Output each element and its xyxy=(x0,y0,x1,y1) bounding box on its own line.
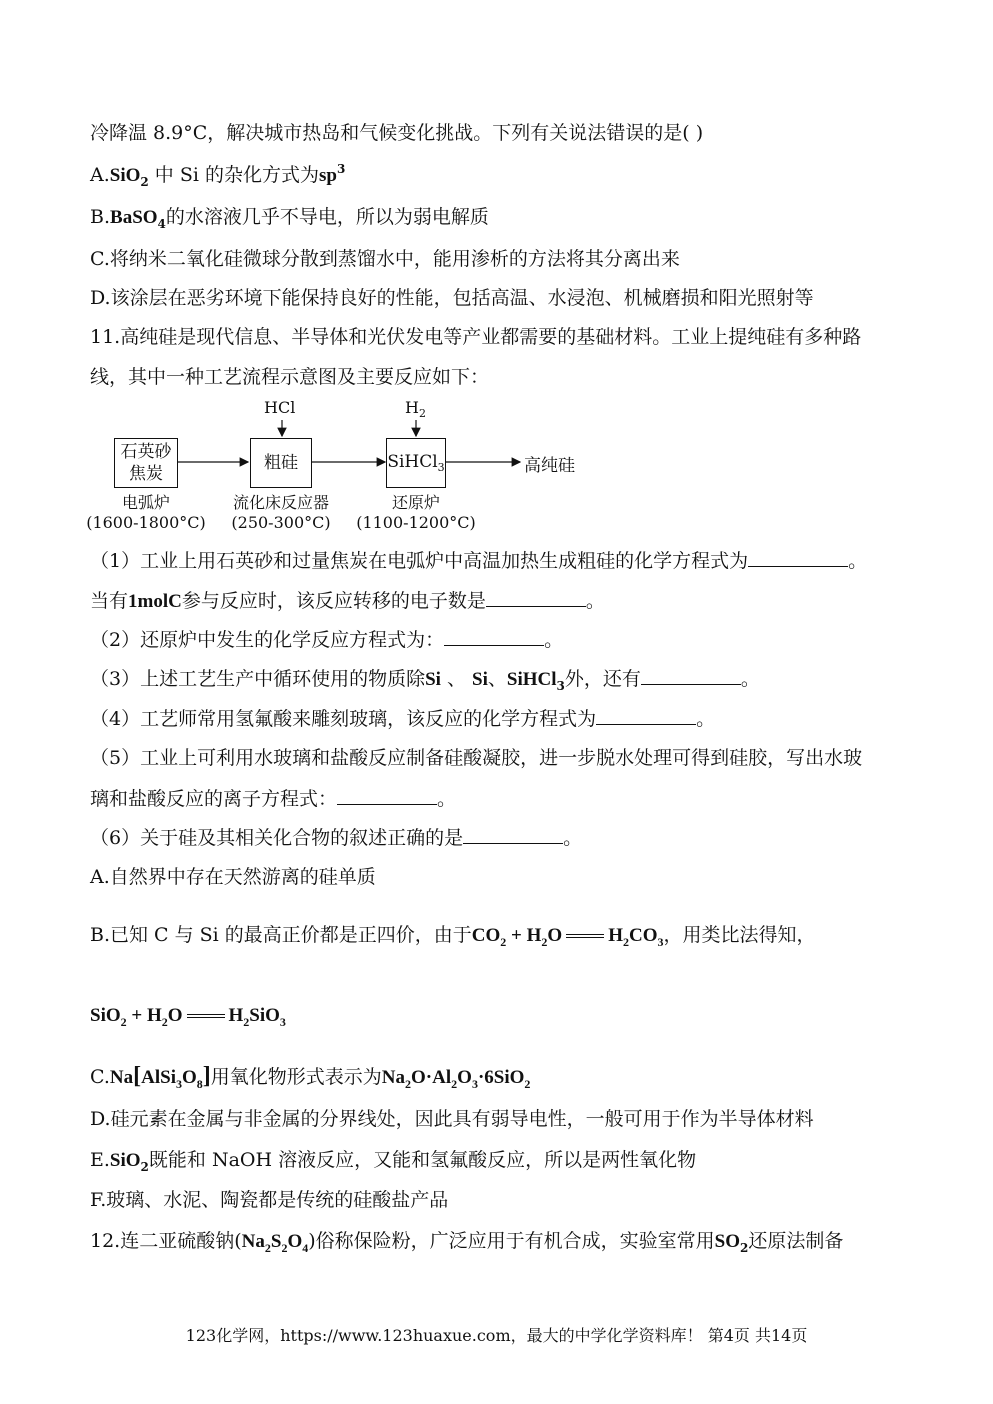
formula: sp xyxy=(318,165,337,186)
text-line: 冷降温 8.9°C，解决城市热岛和气候变化挑战。下列有关说法错误的是( ) xyxy=(90,122,704,144)
page-footer: 123化学网，https://www.123huaxue.com，最大的中学化学资料库！ 第4页 共14页 xyxy=(185,1326,808,1345)
box-text: SiHCl xyxy=(387,452,438,472)
q6-option-b: B.已知 C 与 Si 的最高正价都是正四价，由于$CO_2 + H_2O$ $H_2CO_3$，用类比法得知， xyxy=(90,924,816,949)
q1-line2: 当有1molC参与反应时，该反应转移的电子数是 。 xyxy=(90,590,605,612)
text: 的水溶液几乎不导电，所以为弱电解质 xyxy=(165,206,489,228)
input-hcl: HCl xyxy=(264,398,296,417)
q5-line2: 璃和盐酸反应的离子方程式： 。 xyxy=(90,788,457,810)
answer-blank[interactable] xyxy=(486,588,586,607)
q6-option-b-equation: $SiO_2 + H_2O$ $H_2SiO_3$ xyxy=(90,1005,286,1029)
answer-blank[interactable] xyxy=(444,627,544,646)
answer-blank[interactable] xyxy=(337,786,437,805)
formula: BaSO xyxy=(110,207,158,228)
question-11-line1: 11.高纯硅是现代信息、半导体和光伏发电等产业都需要的基础材料。工业上提纯硅有多种路 xyxy=(90,326,862,348)
answer-blank[interactable] xyxy=(748,548,848,567)
answer-blank[interactable] xyxy=(596,706,696,725)
q6: （6）关于硅及其相关化合物的叙述正确的是 。 xyxy=(90,827,583,849)
q5-line1: （5）工业上可利用水玻璃和盐酸反应制备硅酸凝胶，进一步脱水处理可得到硅胶，写出水玻 xyxy=(90,747,863,769)
q3: （3）上述工艺生产中循环使用的物质除Si 、 Si、SiHCl$_3$外，还有 。 xyxy=(90,668,760,693)
question-12: 12.连二亚硫酸钠$(Na_2S_2O_4)$俗称保险粉，广泛应用于有机合成，实验室常用$SO_2$还原法制备 xyxy=(90,1230,844,1255)
answer-blank[interactable] xyxy=(463,825,563,844)
q6-option-d: D.硅元素在金属与非金属的分界线处，因此具有弱导电性，一般可用于作为半导体材料 xyxy=(90,1108,814,1130)
q6-option-e: E.SiO$_2$既能和 NaOH 溶液反应，又能和氢氟酸反应，所以是两性氧化物 xyxy=(90,1149,697,1174)
furnace-label-3: 还原炉 (1100-1200°C) xyxy=(356,493,476,532)
box-sihcl3 xyxy=(386,438,446,488)
box-line: 石英砂 xyxy=(120,442,172,462)
input-h2: $H_2$ xyxy=(405,398,426,420)
q4: （4）工艺师常用氢氟酸来雕刻玻璃，该反应的化学方程式为 。 xyxy=(90,708,716,730)
label: B. xyxy=(90,206,111,228)
q2: （2）还原炉中发生的化学反应方程式为： 。 xyxy=(90,629,564,651)
label: A. xyxy=(90,164,110,186)
box-crude-silicon: 粗硅 xyxy=(250,438,312,488)
formula: SiO xyxy=(109,165,141,186)
box-raw-materials xyxy=(114,438,178,488)
subscript: 2 xyxy=(140,175,149,189)
q6-option-a: A.自然界中存在天然游离的硅单质 xyxy=(90,866,376,888)
text: 中 Si 的杂化方式为 xyxy=(148,164,319,186)
q6-option-c: $C.Na[AlSi_3O_8]$用氧化物形式表示为$Na_2O\cdot Al_2O_3\cdot 6SiO_2$ xyxy=(90,1063,531,1091)
q6-option-f: F.玻璃、水泥、陶瓷都是传统的硅酸盐产品 xyxy=(90,1189,449,1211)
answer-blank[interactable] xyxy=(641,666,741,685)
option-c: C.将纳米二氧化硅微球分散到蒸馏水中，能用渗析的方法将其分离出来 xyxy=(90,248,680,270)
q1-line1: （1）工业上用石英砂和过量焦炭在电弧炉中高温加热生成粗硅的化学方程式为 。 xyxy=(90,550,868,572)
subscript: 3 xyxy=(437,461,445,474)
superscript: 3 xyxy=(336,162,346,176)
box-line: 焦炭 xyxy=(129,464,163,484)
question-11-line2: 线，其中一种工艺流程示意图及主要反应如下： xyxy=(90,366,490,388)
product-label: 高纯硅 xyxy=(524,456,575,476)
furnace-label-1: 电弧炉 (1600-1800°C) xyxy=(86,493,206,532)
option-d: D.该涂层在恶劣环境下能保持良好的性能，包括高温、水浸泡、机械磨损和阳光照射等 xyxy=(90,287,814,309)
subscript: 4 xyxy=(157,217,166,231)
furnace-label-2: 流化床反应器 (250-300°C) xyxy=(231,493,331,532)
